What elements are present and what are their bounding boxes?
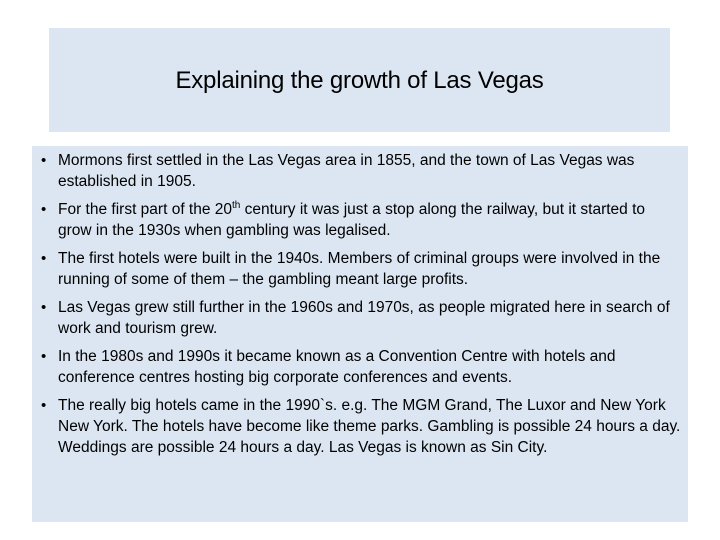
bullet-text: The first hotels were built in the 1940s. Members of criminal groups were involved in the running of some of them – the gambling meant large profits. — [58, 250, 661, 288]
bullet-dot-icon: • — [41, 250, 47, 267]
bullet-text-pre: For the first part of the 20 — [58, 201, 233, 218]
bullet-list — [38, 150, 682, 458]
slide-title: Explaining the growth of Las Vegas — [175, 67, 544, 94]
bullet-text: The really big hotels came in the 1990`s. e.g. The MGM Grand, The Luxor and New York New York. The hotels have become like theme parks. Gambling is possible 24 hours a day. Weddings are possible 24 hours a day. Las Vegas is known as Sin City. — [58, 397, 681, 456]
bullet-dot-icon: • — [41, 348, 47, 365]
bullet-item — [38, 150, 682, 192]
bullet-panel — [32, 146, 688, 522]
title-panel — [49, 28, 670, 132]
bullet-dot-icon: • — [41, 397, 47, 414]
bullet-dot-icon: • — [41, 299, 47, 316]
bullet-item — [38, 248, 682, 290]
bullet-text-superscript: th — [232, 199, 241, 211]
bullet-item — [38, 346, 682, 388]
bullet-item — [38, 199, 682, 241]
bullet-dot-icon: • — [41, 201, 47, 218]
bullet-item — [38, 395, 682, 458]
bullet-text-post: century it was just a stop along the railway, but it started to grow in the 1930s when gambling was legalised. — [58, 201, 646, 239]
bullet-text: Mormons first settled in the Las Vegas area in 1855, and the town of Las Vegas was established in 1905. — [58, 152, 635, 190]
bullet-text: In the 1980s and 1990s it became known as a Convention Centre with hotels and conference centres hosting big corporate conferences and events. — [58, 348, 616, 386]
bullet-item — [38, 297, 682, 339]
bullet-text: Las Vegas grew still further in the 1960s and 1970s, as people migrated here in search of work and tourism grew. — [58, 299, 670, 337]
bullet-text — [58, 201, 645, 239]
bullet-dot-icon: • — [41, 152, 47, 169]
